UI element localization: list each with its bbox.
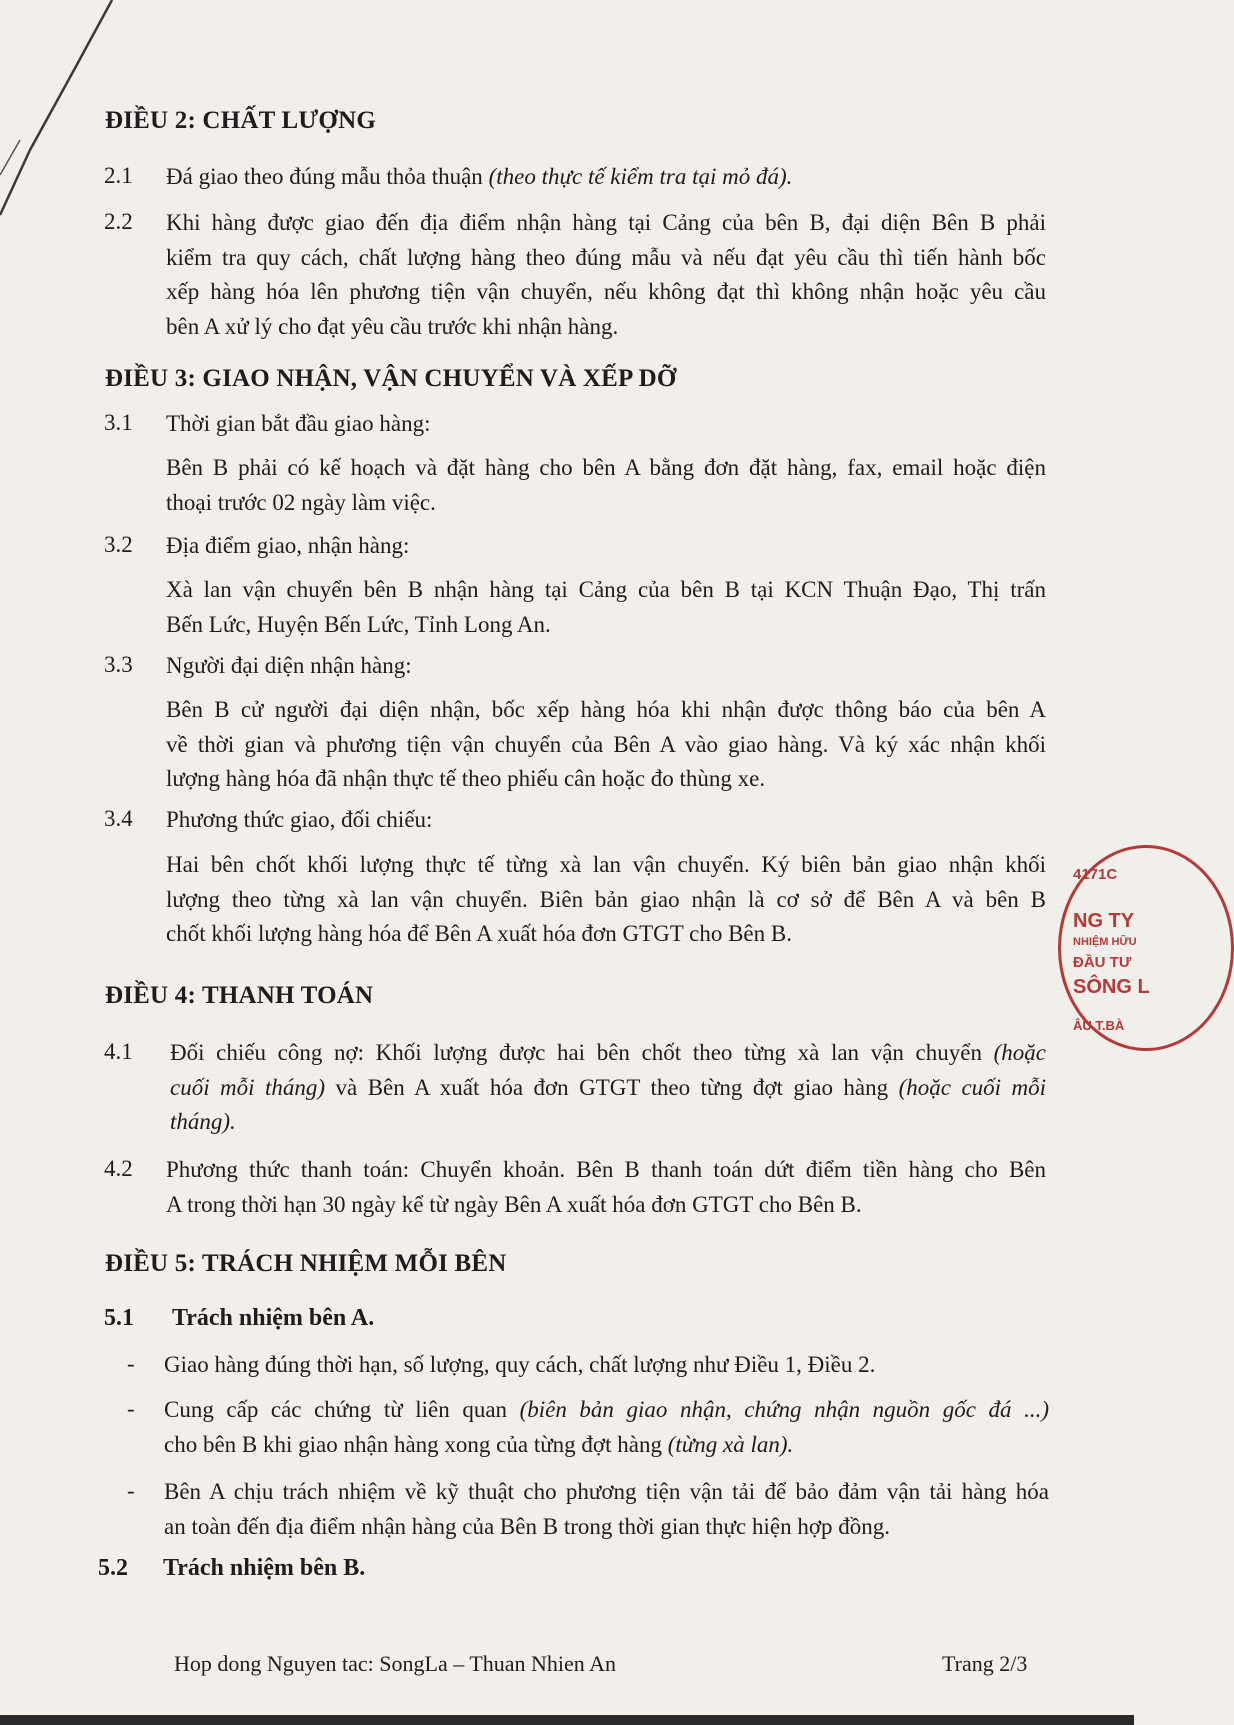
item-3-3-number: 3.3	[104, 652, 133, 677]
bullet-dash: -	[127, 1478, 135, 1503]
bullet-a-2: Cung cấp các chứng từ liên quan (biên bản giao nhận, chứng nhận nguồn gốc đá ...) cho bên B khi giao nhận hàng xong của từng đợt hàng (từng xà lan).	[164, 1397, 1049, 1457]
item-3-4-text: Hai bên chốt khối lượng thực tế từng xà lan vận chuyển. Ký biên bản giao nhận khối lượng theo từng xà lan vận chuyển. Biên bản giao nhận là cơ sở để Bên A và bên B chốt khối lượng hàng hóa để Bên A xuất hóa đơn GTGT cho Bên B.	[166, 852, 1046, 946]
article-3-title: ĐIỀU 3: GIAO NHẬN, VẬN CHUYỂN VÀ XẾP DỠ	[105, 365, 677, 392]
item-2-2-text: Khi hàng được giao đến địa điểm nhận hàng tại Cảng của bên B, đại diện Bên B phải kiểm tra quy cách, chất lượng hàng theo đúng mẫu và nếu đạt yêu cầu thì tiến hành bốc xếp hàng hóa lên phương tiện vận chuyển, nếu không đạt thì không nhận hoặc yêu cầu bên A xử lý cho đạt yêu cầu trước khi nhận hàng.	[166, 210, 1046, 339]
bullet-dash: -	[127, 1351, 135, 1376]
item-3-3-text: Bên B cử người đại diện nhận, bốc xếp hàng hóa khi nhận được thông báo của bên A về thời gian và phương tiện vận chuyển của Bên A vào giao hàng. Và ký xác nhận khối lượng hàng hóa đã nhận thực tế theo phiếu cân hoặc đo thùng xe.	[166, 697, 1046, 791]
item-2-2-number: 2.2	[104, 209, 133, 234]
article-4-title: ĐIỀU 4: THANH TOÁN	[105, 982, 374, 1009]
item-2-1-text: Đá giao theo đúng mẫu thỏa thuận (theo thực tế kiểm tra tại mỏ đá).	[166, 164, 793, 189]
item-4-2-text: Phương thức thanh toán: Chuyển khoản. Bên B thanh toán dứt điểm tiền hàng cho Bên A trong thời hạn 30 ngày kể từ ngày Bên A xuất hóa đơn GTGT cho Bên B.	[166, 1157, 1046, 1217]
item-3-2-label: Địa điểm giao, nhận hàng:	[166, 533, 410, 558]
item-3-2-text: Xà lan vận chuyển bên B nhận hàng tại Cảng của bên B tại KCN Thuận Đạo, Thị trấn Bến Lức, Huyện Bến Lức, Tỉnh Long An.	[166, 577, 1046, 637]
item-3-4-label: Phương thức giao, đối chiếu:	[166, 807, 433, 832]
article-2-title: ĐIỀU 2: CHẤT LƯỢNG	[105, 107, 376, 134]
article-5-title: ĐIỀU 5: TRÁCH NHIỆM MỖI BÊN	[105, 1250, 507, 1277]
section-5-1-title: Trách nhiệm bên A.	[172, 1305, 375, 1331]
section-5-2-title: Trách nhiệm bên B.	[163, 1555, 366, 1581]
page-bottom-edge	[0, 1715, 1134, 1725]
item-2-1-number: 2.1	[104, 163, 133, 188]
company-stamp: 4171C NG TY NHIỆM HỮU ĐẦU TƯ SÔNG L ÂU T.BÀ	[1058, 845, 1234, 1051]
item-3-3-label: Người đại diện nhận hàng:	[166, 653, 412, 678]
item-4-2-number: 4.2	[104, 1156, 133, 1181]
item-3-1-text: Bên B phải có kế hoạch và đặt hàng cho bên A bằng đơn đặt hàng, fax, email hoặc điện thoại trước 02 ngày làm việc.	[166, 455, 1046, 515]
bullet-dash: -	[127, 1396, 135, 1421]
item-3-2-number: 3.2	[104, 532, 133, 557]
item-3-1-label: Thời gian bắt đầu giao hàng:	[166, 411, 431, 436]
item-3-1-number: 3.1	[104, 410, 133, 435]
footer-page-number: Trang 2/3	[942, 1651, 1028, 1676]
footer-document-title: Hop dong Nguyen tac: SongLa – Thuan Nhien An	[174, 1651, 616, 1676]
item-3-4-number: 3.4	[104, 806, 133, 831]
item-4-1-text: Đối chiếu công nợ: Khối lượng được hai bên chốt theo từng xà lan vận chuyển (hoặc cuối mỗi tháng) và Bên A xuất hóa đơn GTGT theo từng đợt giao hàng (hoặc cuối mỗi tháng).	[170, 1040, 1047, 1134]
item-4-1-number: 4.1	[104, 1039, 133, 1064]
bullet-a-1: Giao hàng đúng thời hạn, số lượng, quy cách, chất lượng như Điều 1, Điều 2.	[164, 1352, 876, 1377]
section-5-1-number: 5.1	[104, 1305, 134, 1331]
bullet-a-3: Bên A chịu trách nhiệm về kỹ thuật cho phương tiện vận tải để bảo đảm vận tải hàng hóa an toàn đến địa điểm nhận hàng của Bên B trong thời gian thực hiện hợp đồng.	[164, 1479, 1049, 1539]
section-5-2-number: 5.2	[98, 1555, 128, 1581]
